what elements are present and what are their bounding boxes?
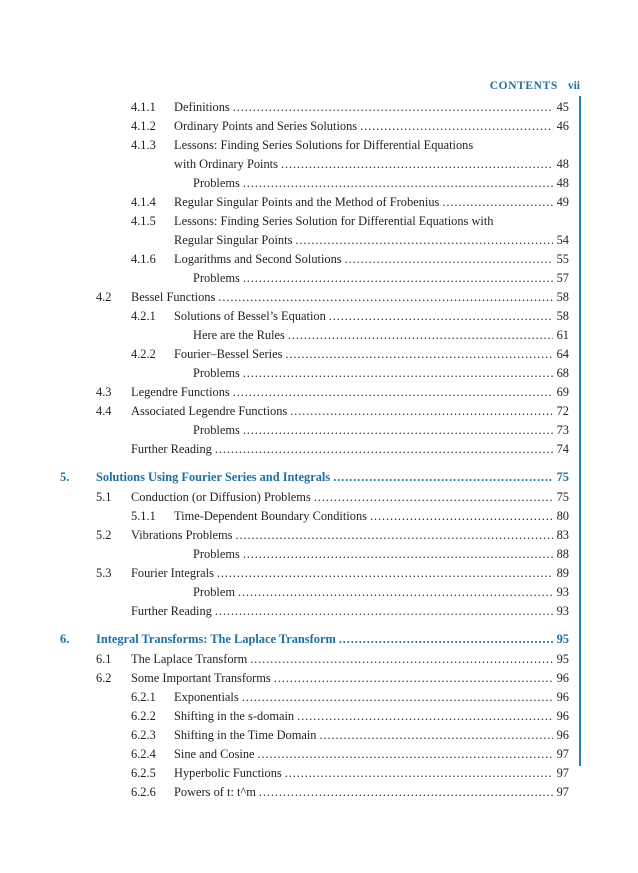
entry-number: 6.2.1 [131, 690, 156, 704]
entry-title: Time-Dependent Boundary Conditions [174, 509, 367, 523]
leader-dots [345, 249, 553, 269]
leader-dots [243, 268, 553, 288]
entry-page: 93 [556, 604, 569, 618]
leader-dots [238, 582, 553, 602]
entry-page: 48 [556, 157, 569, 171]
entry-title: Logarithms and Second Solutions [174, 252, 342, 266]
leader-dots [370, 506, 553, 526]
running-header [490, 80, 580, 92]
entry-title: Problem [193, 585, 235, 599]
entry-number: 6.2 [96, 671, 112, 685]
entry-title: Here are the Rules [193, 328, 285, 342]
leader-dots [314, 487, 553, 507]
leader-dots [243, 420, 553, 440]
leader-dots [233, 382, 553, 402]
entry-number: 4.1.5 [131, 214, 156, 228]
entry-page: 54 [556, 233, 569, 247]
entry-title: Powers of t: t^m [174, 785, 256, 799]
entry-title: Some Important Transforms [131, 671, 271, 685]
leader-dots [217, 563, 553, 583]
leader-dots [285, 344, 552, 364]
leader-dots [243, 544, 553, 564]
leader-dots [285, 763, 553, 783]
entry-page: 69 [556, 385, 569, 399]
entry-title: Conduction (or Diffusion) Problems [131, 490, 311, 504]
entry-title: Associated Legendre Functions [131, 404, 288, 418]
entry-number: 4.1.3 [131, 138, 156, 152]
entry-number: 4.1.6 [131, 252, 156, 266]
entry-title: Solutions of Bessel’s Equation [174, 309, 326, 323]
entry-page: 96 [556, 728, 569, 742]
leader-dots [258, 744, 553, 764]
leader-dots [290, 401, 552, 421]
entry-title: Shifting in the s-domain [174, 709, 295, 723]
leader-dots [297, 706, 552, 726]
leader-dots [259, 782, 553, 802]
entry-title: Further Reading [131, 604, 212, 618]
leader-dots [215, 439, 553, 459]
entry-title: Hyperbolic Functions [174, 766, 282, 780]
leader-dots [360, 116, 553, 136]
chapter-title: Integral Transforms: The Laplace Transform [96, 632, 336, 646]
entry-title: Vibrations Problems [131, 528, 233, 542]
entry-page: 96 [556, 690, 569, 704]
entry-number: 4.1.4 [131, 195, 156, 209]
entry-page: 45 [556, 100, 569, 114]
entry-page: 93 [556, 585, 569, 599]
entry-page: 49 [556, 195, 569, 209]
entry-page: 88 [556, 547, 569, 561]
entry-number: 6.2.5 [131, 766, 156, 780]
chapter-page: 95 [556, 632, 569, 646]
entry-page: 58 [556, 290, 569, 304]
entry-title: Fourier Integrals [131, 566, 214, 580]
entry-title: Problems [193, 176, 240, 190]
leader-dots [295, 230, 552, 250]
entry-number: 4.3 [96, 385, 112, 399]
entry-page: 97 [556, 785, 569, 799]
entry-title: Sine and Cosine [174, 747, 255, 761]
entry-page: 97 [556, 747, 569, 761]
leader-dots [243, 363, 553, 383]
entry-title: Problems [193, 366, 240, 380]
entry-page: 61 [556, 328, 569, 342]
entry-number: 6.2.4 [131, 747, 156, 761]
leader-dots [333, 467, 552, 487]
entry-number: 4.2.1 [131, 309, 156, 323]
entry-number: 4.1.2 [131, 119, 156, 133]
entry-title: Legendre Functions [131, 385, 230, 399]
entry-page: 55 [556, 252, 569, 266]
leader-dots [320, 725, 553, 745]
entry-page: 74 [556, 442, 569, 456]
entry-page: 64 [556, 347, 569, 361]
entry-number: 6.2.2 [131, 709, 156, 723]
chapter-title: Solutions Using Fourier Series and Integrals [96, 470, 331, 484]
entry-number: 6.2.6 [131, 785, 156, 799]
entry-title: Regular Singular Points [174, 233, 293, 247]
entry-page: 73 [556, 423, 569, 437]
leader-dots [215, 601, 553, 621]
entry-title: Problems [193, 547, 240, 561]
leader-dots [339, 629, 553, 649]
entry-number: 5.3 [96, 566, 112, 580]
chapter-number: 6. [60, 632, 70, 646]
entry-number: 5.2 [96, 528, 112, 542]
entry-page: 58 [556, 309, 569, 323]
entry-number: 4.4 [96, 404, 112, 418]
entry-page: 46 [556, 119, 569, 133]
leader-dots [281, 154, 553, 174]
entry-title: Lessons: Finding Series Solution for Differential Equations with [174, 214, 494, 228]
entry-page: 95 [556, 652, 569, 666]
entry-number: 6.2.3 [131, 728, 156, 742]
entry-page: 96 [556, 709, 569, 723]
entry-page: 83 [556, 528, 569, 542]
entry-number: 4.2.2 [131, 347, 156, 361]
leader-dots [250, 649, 552, 669]
entry-title: Shifting in the Time Domain [174, 728, 317, 742]
entry-title: Further Reading [131, 442, 212, 456]
entry-page: 80 [556, 509, 569, 523]
header-page-number: vii [567, 80, 580, 92]
leader-dots [233, 97, 553, 117]
entry-title: Exponentials [174, 690, 239, 704]
entry-number: 4.1.1 [131, 100, 156, 114]
leader-dots [242, 687, 553, 707]
entry-title: Problems [193, 423, 240, 437]
entry-number: 6.1 [96, 652, 112, 666]
header-title: CONTENTS [489, 80, 558, 92]
entry-title: Regular Singular Points and the Method of Frobenius [174, 195, 440, 209]
entry-page: 89 [556, 566, 569, 580]
leader-dots [329, 306, 553, 326]
chapter-number: 5. [60, 470, 70, 484]
entry-page: 48 [556, 176, 569, 190]
entry-page: 68 [556, 366, 569, 380]
entry-title: Lessons: Finding Series Solutions for Differential Equations [174, 138, 474, 152]
entry-number: 5.1.1 [131, 509, 156, 523]
entry-title: Definitions [174, 100, 230, 114]
entry-page: 75 [556, 490, 569, 504]
entry-title: Problems [193, 271, 240, 285]
margin-rule [579, 96, 581, 766]
leader-dots [218, 287, 552, 307]
entry-title: Bessel Functions [131, 290, 216, 304]
leader-dots [442, 192, 552, 212]
entry-number: 5.1 [96, 490, 112, 504]
entry-number: 4.2 [96, 290, 112, 304]
entry-title: The Laplace Transform [131, 652, 248, 666]
entry-title: with Ordinary Points [174, 157, 278, 171]
leader-dots [235, 525, 552, 545]
entry-page: 72 [556, 404, 569, 418]
leader-dots [243, 173, 553, 193]
entry-title: Fourier–Bessel Series [174, 347, 283, 361]
entry-page: 97 [556, 766, 569, 780]
leader-dots [274, 668, 553, 688]
chapter-page: 75 [556, 470, 569, 484]
entry-title: Ordinary Points and Series Solutions [174, 119, 358, 133]
entry-page: 96 [556, 671, 569, 685]
leader-dots [288, 325, 553, 345]
entry-page: 57 [556, 271, 569, 285]
